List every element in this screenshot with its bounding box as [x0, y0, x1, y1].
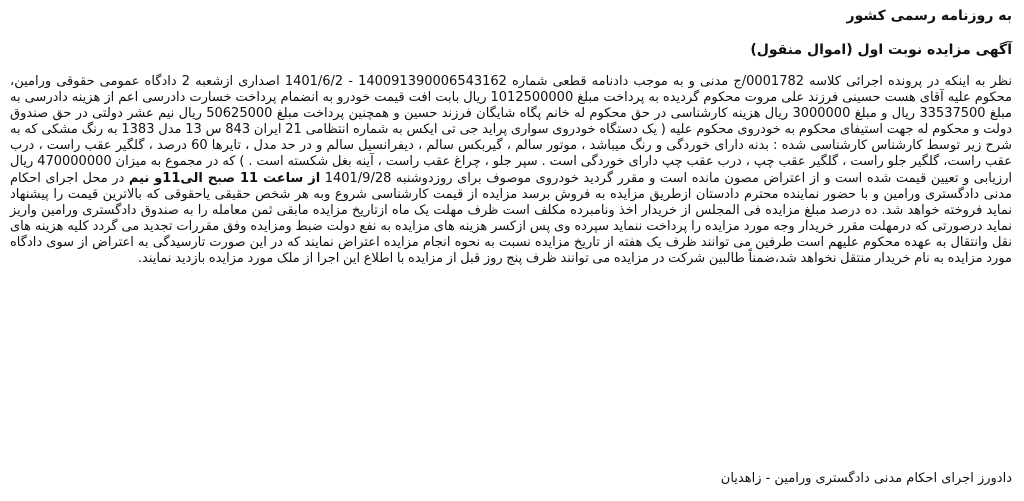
notice-title: آگهی مزایده نوبت اول (اموال منقول) — [750, 42, 1012, 58]
body-text-part-2: در محل اجرای احکام مدنی دادگستری ورامین و با حضور نماینده محترم دادستان ازطریق مزایده به فروش برسد مزایده از قیمت کارشناسی شروع وبه هر شخص حقیقی یاحقوقی که بالاترین قیمت را پیشنهاد نماید فروخته خواهد شد. ده درصد مبلغ مزایده فی المجلس از خریدار اخذ ونامبرده مکلف است ظرف مهلت یک ماه ازتاریخ مزایده مابقی ثمن معامله را به صندوق دادگستری ورامین واریز نماید درصورتی که درمهلت مقرر خریدار وجه مورد مزایده را پرداخت ننماید سپرده وی پس ازکسر هزینه های مزایده به نفع دولت ضبط ومزایده وفق مقررات تجدید می گردد کلیه هزینه های نقل وانتقال به عهده محکوم علیهم است طرفین می توانند ظرف یک هفته از تاریخ مزایده نسبت به نحوه انجام مزایده اعتراض نمایند که در این صورت تارسیدگی به اعتراض از سوی دادگاه مورد مزایده به نام خریدار منتقل نخواهد شد،ضمناً طالبین شرکت در مزایده می توانند ظرف پنج روز قبل از مزایده با اطلاع این اجرا از ملک مورد مزایده بازدید نمایند. — [10, 170, 1012, 267]
publication-header: به روزنامه رسمی کشور — [846, 8, 1012, 24]
auction-time-text: از ساعت 11 صبح الی11و نیم — [128, 170, 321, 186]
notice-body — [10, 74, 1012, 267]
body-text-part-1: نظر به اینکه در پرونده اجرائی کلاسه 0001782/ج مدنی و به موجب دادنامه قطعی شماره 140091390006543162 - 1401/6/2 اصداری ازشعبه 2 دادگاه عمومی حقوقی ورامین، محکوم علیه آقای هست حسینی فرزند علی مروت محکوم گردیده به پرداخت مبلغ 1012500000 ریال بابت افت قیمت خودرو به انضمام پرداخت خسارت دادرسی اعم از هزینه دادرسی به مبلغ 33537500 ریال و مبلغ 3000000 ریال هزینه کارشناسی در حق محکوم له خانم پگاه شایگان فرزند حسین و همچنین پرداخت مبلغ 50625000 ریال نیم عشر دولتی در حق صندوق دولت و محکوم له جهت استیفای محکوم به خودروی محکوم علیه ( یک دستگاه خودروی سواری پراید جی تی ایکس به شماره انتظامی 21 ایران 843 س 13 مدل 1383 به رنگ مشکی که به شرح زیر توسط کارشناس کارشناسی شده : بدنه دارای خوردگی و رنگ میباشد ، موتور سالم ، گیربکس سالم ، دیفرانسیل سالم و در حد مدل ، تایرها 60 درصد ، گلگیر عقب راست ، درب عقب راست، گلگیر جلو راست ، گلگیر عقب چپ ، درب عقب چپ دارای خوردگی است . سپر جلو ، چراغ عقب راست ، آینه بغل شکسته است . ) که در مجموع به میزان 470000000 ریال ارزیابی و تعیین قیمت شده است و از اعتراض مصون مانده است و مقرر گردید خودروی موصوف برای روزدوشنبه 1401/9/28 — [10, 74, 1013, 186]
signature-line: دادورز اجرای احکام مدنی دادگستری ورامین - زاهدیان — [720, 471, 1012, 486]
